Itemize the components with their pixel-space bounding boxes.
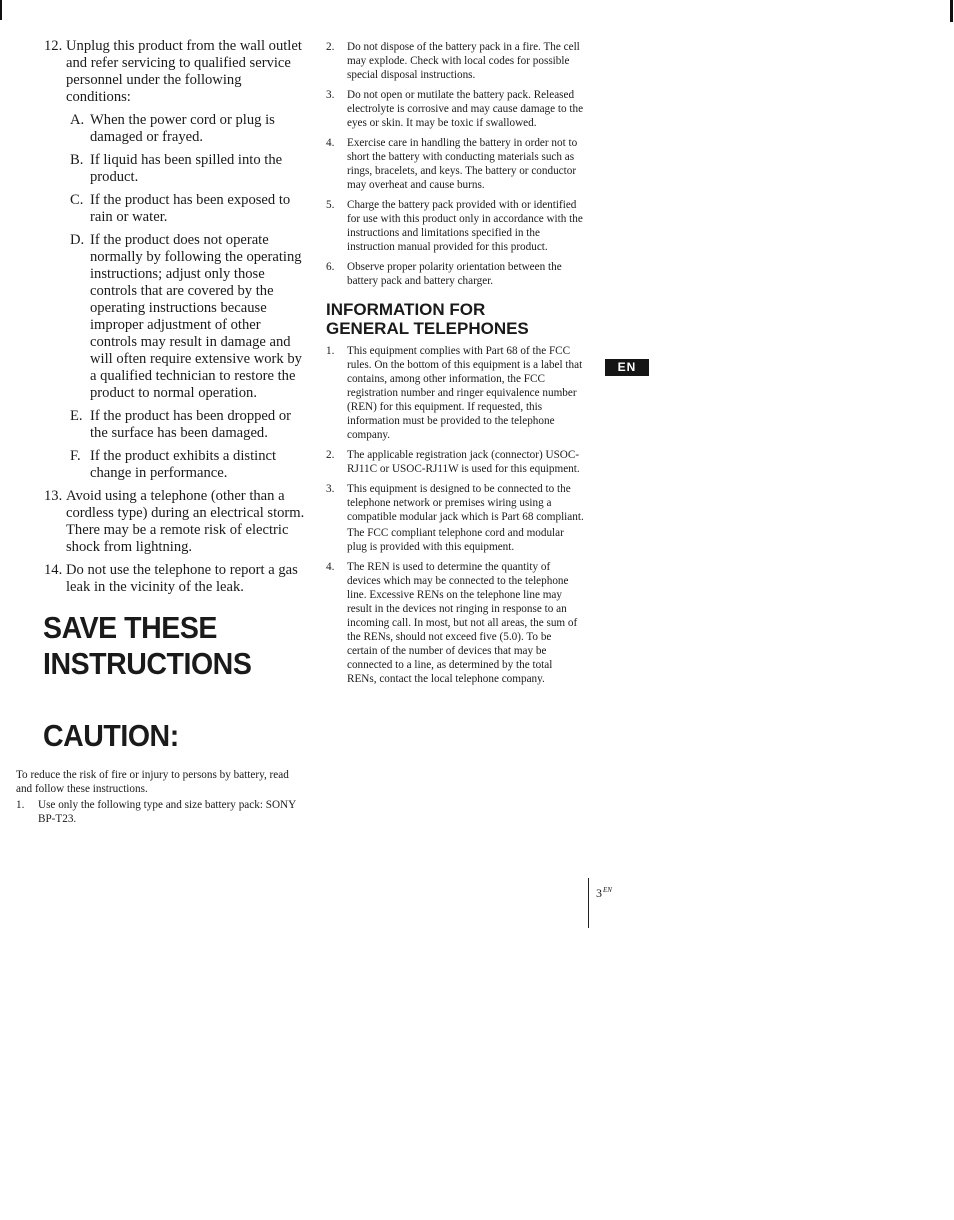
item-text: Unplug this product from the wall outlet and refer servicing to qualified service personnel under the following conditions: <box>66 38 302 105</box>
battery-item-1 <box>16 798 306 826</box>
condition-item-d <box>44 232 306 402</box>
battery-item-5 <box>326 198 584 254</box>
item-letter: F. <box>70 448 81 464</box>
info-item-4 <box>326 560 584 686</box>
page-number-divider <box>588 878 589 928</box>
item-number: 13. <box>44 488 63 504</box>
item-text: Charge the battery pack provided with or identified for use with this product only in accordance with the instructions and limitations specified in the instruction manual provided for this product. <box>347 199 583 253</box>
scan-edge-mark <box>0 0 2 20</box>
info-item-1 <box>326 344 584 442</box>
battery-item-4 <box>326 136 584 192</box>
caution-heading-block <box>43 718 306 754</box>
info-item-3 <box>326 482 584 524</box>
save-heading-line-1: SAVE THESE <box>43 610 217 645</box>
battery-item-3 <box>326 88 584 130</box>
caution-intro: To reduce the risk of fire or injury to persons by battery, read and follow these instructions. <box>16 769 289 795</box>
info-heading-line-1: INFORMATION FOR <box>326 300 486 319</box>
safety-item-13 <box>44 488 306 556</box>
item-number: 2. <box>326 449 335 461</box>
item-text: If the product has been dropped or the surface has been damaged. <box>90 408 291 441</box>
caution-heading: CAUTION: <box>43 718 179 753</box>
item-number: 5. <box>326 199 335 211</box>
item-text: Exercise care in handling the battery in order not to short the battery with conducting materials such as rings, bracelets, and keys. The battery or conductor may overheat and cause burns. <box>347 137 578 191</box>
item-text: Avoid using a telephone (other than a cordless type) during an electrical storm. There may be a remote risk of electric shock from lightning. <box>66 488 305 555</box>
item-letter: A. <box>70 112 85 128</box>
item-text: If the product has been exposed to rain or water. <box>90 192 291 225</box>
condition-item-c <box>44 192 306 226</box>
item-text: If the product exhibits a distinct change in performance. <box>90 448 277 481</box>
item-text: Do not dispose of the battery pack in a fire. The cell may explode. Check with local codes for possible special disposal instructions. <box>347 41 580 81</box>
item-text: The REN is used to determine the quantity of devices which may be connected to the telephone line. Excessive RENs on the telephone line may result in the devices not ringing in response to an incoming call. In most, but not all areas, the sum of the RENs, should not exceed five (5.0). To be certain of the number of devices that may be connected to a line, as determined by the total RENs, contact the local telephone company. <box>347 561 578 685</box>
battery-item-2 <box>326 40 584 82</box>
info-item-3-note: The FCC compliant telephone cord and modular plug is provided with this equipment. <box>347 527 564 553</box>
item-text: This equipment complies with Part 68 of the FCC rules. On the bottom of this equipment is a label that contains, among other information, the FCC registration number and ringer equivalence number (REN) for this equipment. If requested, this information must be provided to the telephone company. <box>347 345 583 441</box>
item-number: 12. <box>44 38 63 54</box>
info-heading-line-2: GENERAL TELEPHONES <box>326 319 529 338</box>
item-letter: E. <box>70 408 83 424</box>
item-number: 14. <box>44 562 63 578</box>
item-number: 1. <box>16 799 25 811</box>
item-text: If the product does not operate normally by following the operating instructions; adjust only those controls that are covered by the operating instructions because improper adjustment of other controls may result in damage and will often require extensive work by a qualified technician to restore the product to normal operation. <box>90 232 302 401</box>
save-instructions-heading <box>43 610 306 682</box>
item-text: Do not use the telephone to report a gas leak in the vicinity of the leak. <box>66 562 298 595</box>
left-column <box>16 38 306 826</box>
item-letter: D. <box>70 232 85 248</box>
right-column <box>326 40 584 692</box>
item-text: The applicable registration jack (connector) USOC-RJ11C or USOC-RJ11W is used for this equipment. <box>347 449 580 475</box>
language-badge: EN <box>605 359 649 376</box>
item-text: Use only the following type and size battery pack: SONY BP-T23. <box>38 799 296 825</box>
condition-item-a <box>44 112 306 146</box>
item-letter: B. <box>70 152 84 168</box>
item-number: 3. <box>326 89 335 101</box>
item-text: If liquid has been spilled into the product. <box>90 152 283 185</box>
item-number: 6. <box>326 261 335 273</box>
condition-item-e <box>44 408 306 442</box>
info-item-2 <box>326 448 584 476</box>
safety-item-14 <box>44 562 306 596</box>
item-number: 1. <box>326 345 335 357</box>
item-text: This equipment is designed to be connected to the telephone network or premises wiring using a compatible modular jack which is Part 68 compliant. <box>347 483 584 523</box>
item-number: 3. <box>326 483 335 495</box>
item-text: Observe proper polarity orientation between the battery pack and battery charger. <box>347 261 562 287</box>
item-text: When the power cord or plug is damaged or frayed. <box>90 112 275 145</box>
condition-item-f <box>44 448 306 482</box>
item-number: 4. <box>326 137 335 149</box>
battery-item-6 <box>326 260 584 288</box>
save-heading-line-2: INSTRUCTIONS <box>43 646 252 681</box>
page-number-value: 3 <box>596 886 602 900</box>
item-number: 2. <box>326 41 335 53</box>
safety-item-12 <box>44 38 306 106</box>
condition-item-b <box>44 152 306 186</box>
item-letter: C. <box>70 192 84 208</box>
scan-edge-mark <box>950 0 953 22</box>
page-number <box>596 886 612 901</box>
item-number: 4. <box>326 561 335 573</box>
info-telephones-heading <box>326 300 584 338</box>
page-number-suffix: EN <box>603 886 612 894</box>
item-text: Do not open or mutilate the battery pack. Released electrolyte is corrosive and may cause damage to the eyes or skin. It may be toxic if swallowed. <box>347 89 584 129</box>
